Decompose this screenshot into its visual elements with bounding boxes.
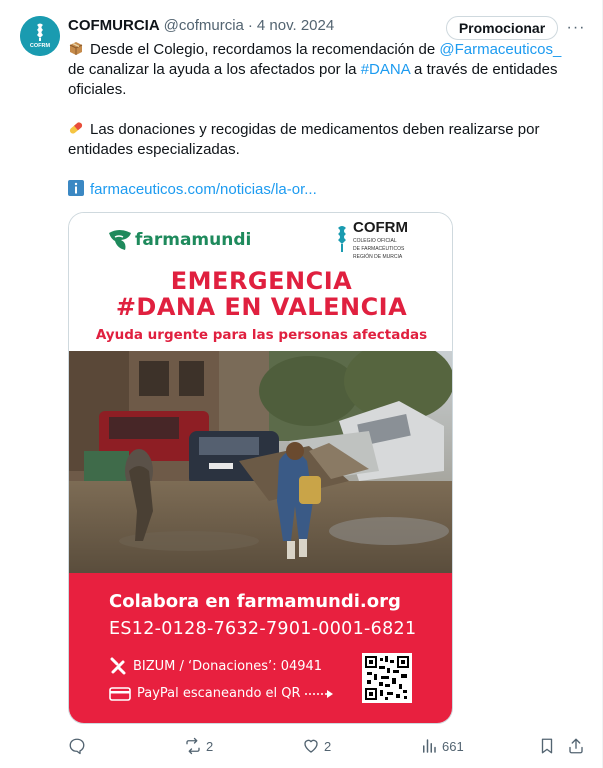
flood-scene-image xyxy=(69,351,453,573)
poster-iban: ES12-0128-7632-7901-0001-6821 xyxy=(109,619,417,639)
share-button[interactable] xyxy=(567,734,585,758)
mention-link[interactable]: @Farmaceuticos_ xyxy=(439,41,562,58)
retweet-count: 2 xyxy=(206,738,214,754)
heart-icon xyxy=(302,737,320,755)
cofrm-logo-icon xyxy=(331,224,353,256)
farmamundi-logo-text: farmamundi xyxy=(135,230,252,250)
cofrm-logo-name: COFRM xyxy=(353,219,408,236)
text-segment: Las donaciones y recogidas de medicamentos deben realizarse por xyxy=(90,121,540,138)
information-emoji-icon xyxy=(68,180,84,196)
separator-dot: · xyxy=(247,16,253,34)
text-segment: Desde el Colegio, recordamos la recomendación de xyxy=(90,41,440,58)
cofrm-logo-subtitle: REGIÓN DE MURCIA xyxy=(353,254,403,260)
cofrm-logo xyxy=(331,219,408,260)
tweet-actions xyxy=(68,734,588,758)
qr-code xyxy=(362,653,412,703)
poster-header xyxy=(69,213,453,351)
arrow-right-icon xyxy=(305,689,335,699)
retweet-icon xyxy=(184,737,202,755)
views-chart-icon xyxy=(420,737,438,755)
reply-button[interactable] xyxy=(68,734,90,758)
cofrm-avatar-logo xyxy=(20,16,60,56)
tweet-header xyxy=(68,14,334,36)
poster-subtitle: Ayuda urgente para las personas afectadas xyxy=(95,327,428,343)
bizum-text: BIZUM / ‘Donaciones’: 04941 xyxy=(133,658,323,674)
tweet-date[interactable]: 4 nov. 2024 xyxy=(256,16,335,34)
share-icon xyxy=(567,737,585,755)
like-button[interactable] xyxy=(302,734,331,758)
poster-colabora: Colabora en farmamundi.org xyxy=(109,591,401,612)
bookmark-icon xyxy=(538,737,556,755)
package-emoji-icon xyxy=(68,40,84,56)
bizum-icon xyxy=(109,657,127,675)
media-poster[interactable] xyxy=(68,212,453,724)
svg-text:COFRM: COFRM xyxy=(29,43,51,49)
poster-bizum xyxy=(109,657,322,675)
article-link[interactable]: farmaceuticos.com/noticias/la-or... xyxy=(90,181,317,198)
farmamundi-logo xyxy=(107,221,251,259)
display-name[interactable]: COFMURCIA xyxy=(68,16,160,34)
more-options-icon[interactable]: ··· xyxy=(566,19,586,36)
tweet-text-paragraph-1 xyxy=(68,40,568,100)
text-segment: entidades especializadas. xyxy=(68,141,240,158)
farmamundi-logo-icon xyxy=(107,225,133,255)
poster-paypal xyxy=(109,686,335,701)
text-segment: a través de entidades xyxy=(409,61,558,78)
hashtag-link[interactable]: #DANA xyxy=(360,61,410,78)
reply-icon xyxy=(68,737,86,755)
retweet-button[interactable] xyxy=(184,734,213,758)
qr-code-image xyxy=(365,656,409,700)
text-segment: de canalizar la ayuda a los afectados por la xyxy=(68,61,361,78)
poster-title-line-1: EMERGENCIA xyxy=(170,267,353,295)
text-segment: oficiales. xyxy=(68,81,127,98)
user-handle[interactable]: @cofmurcia xyxy=(163,16,244,34)
avatar[interactable] xyxy=(20,16,60,56)
views-count: 661 xyxy=(442,738,464,754)
cofrm-logo-subtitle: COLEGIO OFICIAL xyxy=(353,238,397,244)
tweet-text-paragraph-2 xyxy=(68,120,568,160)
promote-button[interactable]: Promocionar xyxy=(446,16,558,40)
tweet-text-paragraph-3 xyxy=(68,180,568,200)
pill-emoji-icon xyxy=(68,120,84,136)
like-count: 2 xyxy=(324,738,332,754)
paypal-text: PayPal escaneando el QR xyxy=(137,686,301,701)
views-button[interactable] xyxy=(420,734,464,758)
flood-photo xyxy=(69,351,453,573)
card-icon xyxy=(109,687,131,701)
poster-title-line-2: #DANA EN VALENCIA xyxy=(115,293,408,321)
poster-donation-section xyxy=(69,573,453,724)
bookmark-button[interactable] xyxy=(538,734,556,758)
cofrm-logo-subtitle: DE FARMACÉUTICOS xyxy=(353,246,405,252)
